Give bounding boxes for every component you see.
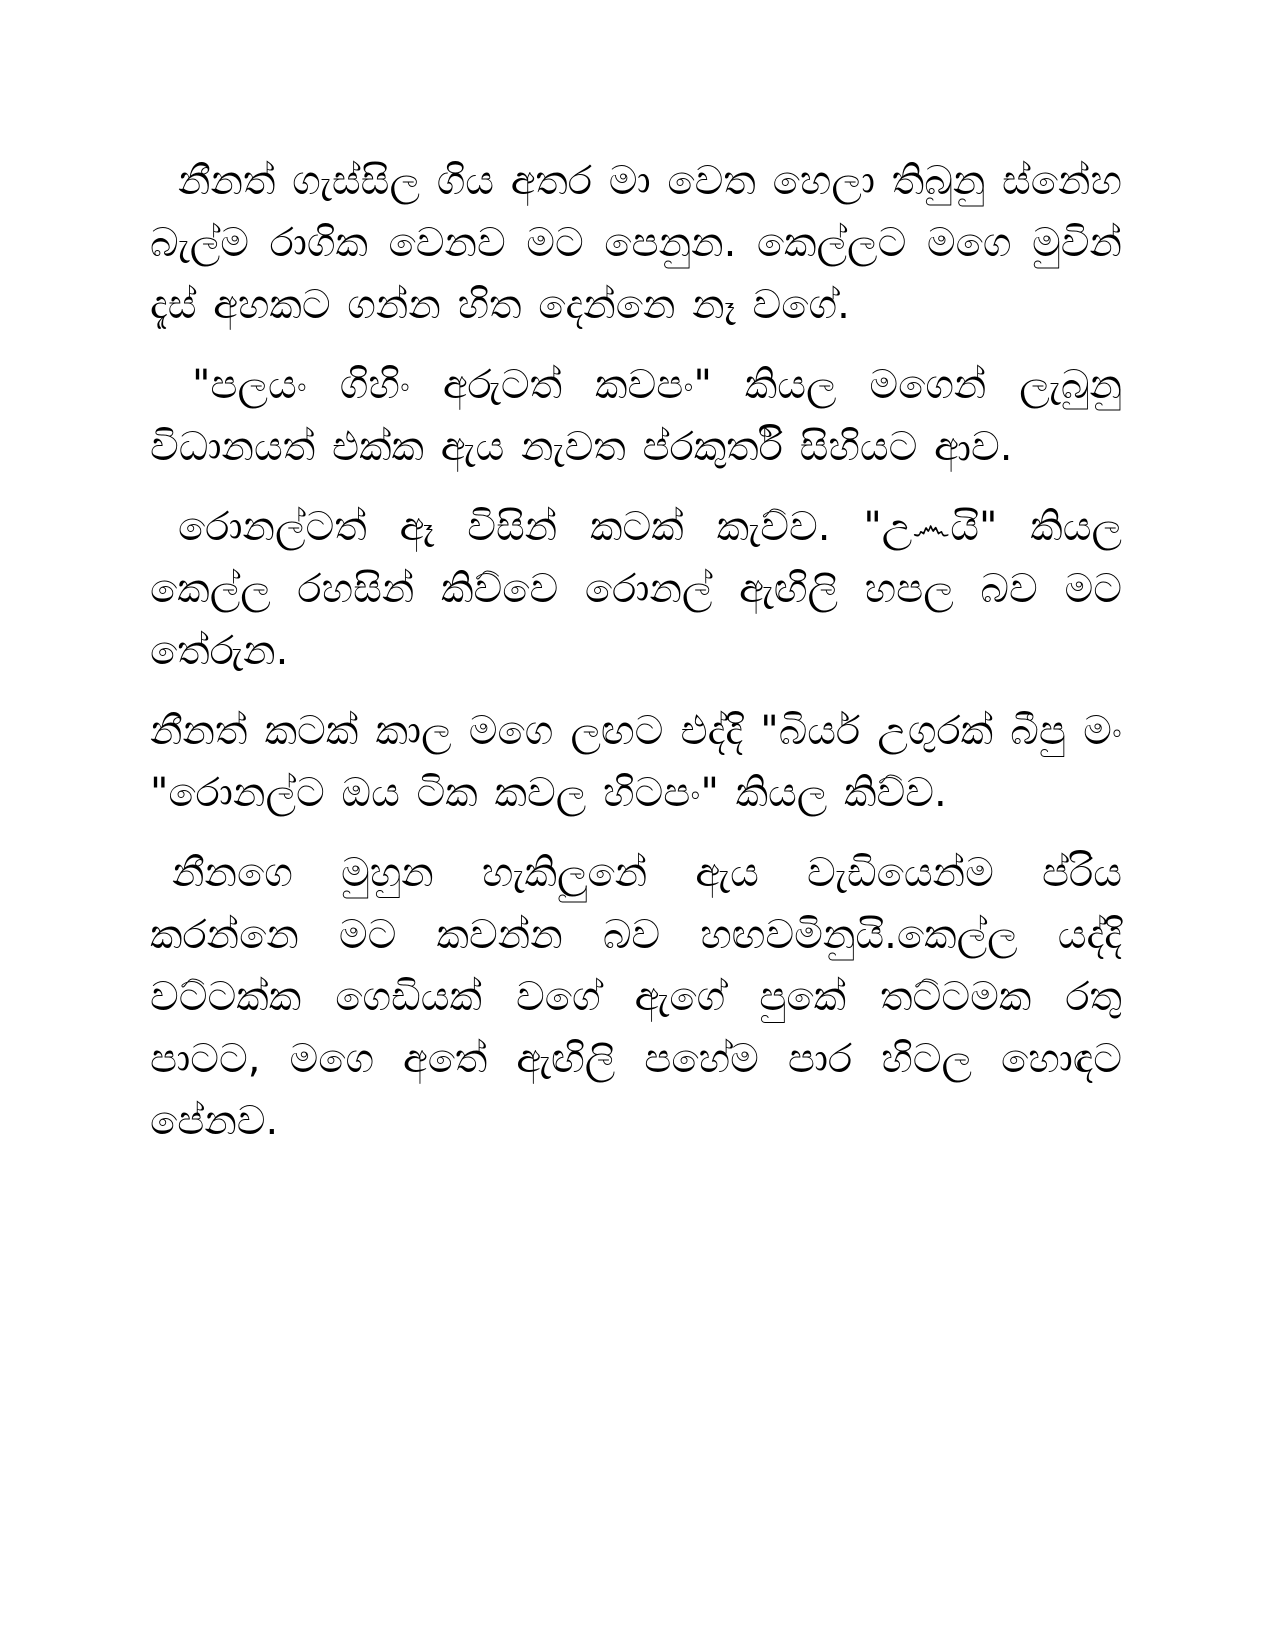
- paragraph-4: නීනත් කටක් කාල මගෙ ලඟට එද්දි "බියර් උගුරක් බීපු මං "රොනල්ට ඔය ටික කවල හිටපං" කියල කිව්ව.: [150, 708, 1122, 816]
- paragraph-1: නීනත් ගැස්සිල ගිය අතර මා වෙත හෙලා තිබුනු ස්නේහ බැල්ම රාගික වෙනව මට පෙනුන. කෙල්ලට මගෙ මුවින් දැස් අහකට ගන්න හිත දෙන්නෙ නෑ වගේ.: [150, 158, 1122, 328]
- paragraph-2: "පලයං ගිහිං අරුටත් කවපං" කියල මගෙන් ලැබුනු විධානයත් එක්ක ඇය නැවත ප්රකුර්ති සිහියට ආව.: [150, 362, 1122, 470]
- paragraph-3: රොනල්ටත් ඈ විසින් කටක් කැව්ව. "උ෴යි" කියල කෙල්ල රහසින් කිව්වෙ රොනල් ඇඟිලි හපල බව මට තේරුන.: [150, 504, 1122, 674]
- body-text: [150, 150, 1122, 1170]
- paragraph-5: නීනගෙ මුහුන හැකිලුනේ ඇය වැඩියෙන්ම ප්රිය කරන්නෙ මට කවන්න බව හඟවමිනුයි.කෙල්ල යද්දි වට්ටක්ක ගෙඩියක් වගේ ඇගේ පුකේ තට්ටමක රතු පාටට, මගෙ අතේ ඇඟිලි පහේම පාර හිටල හොඳට පේනව.: [150, 850, 1122, 1144]
